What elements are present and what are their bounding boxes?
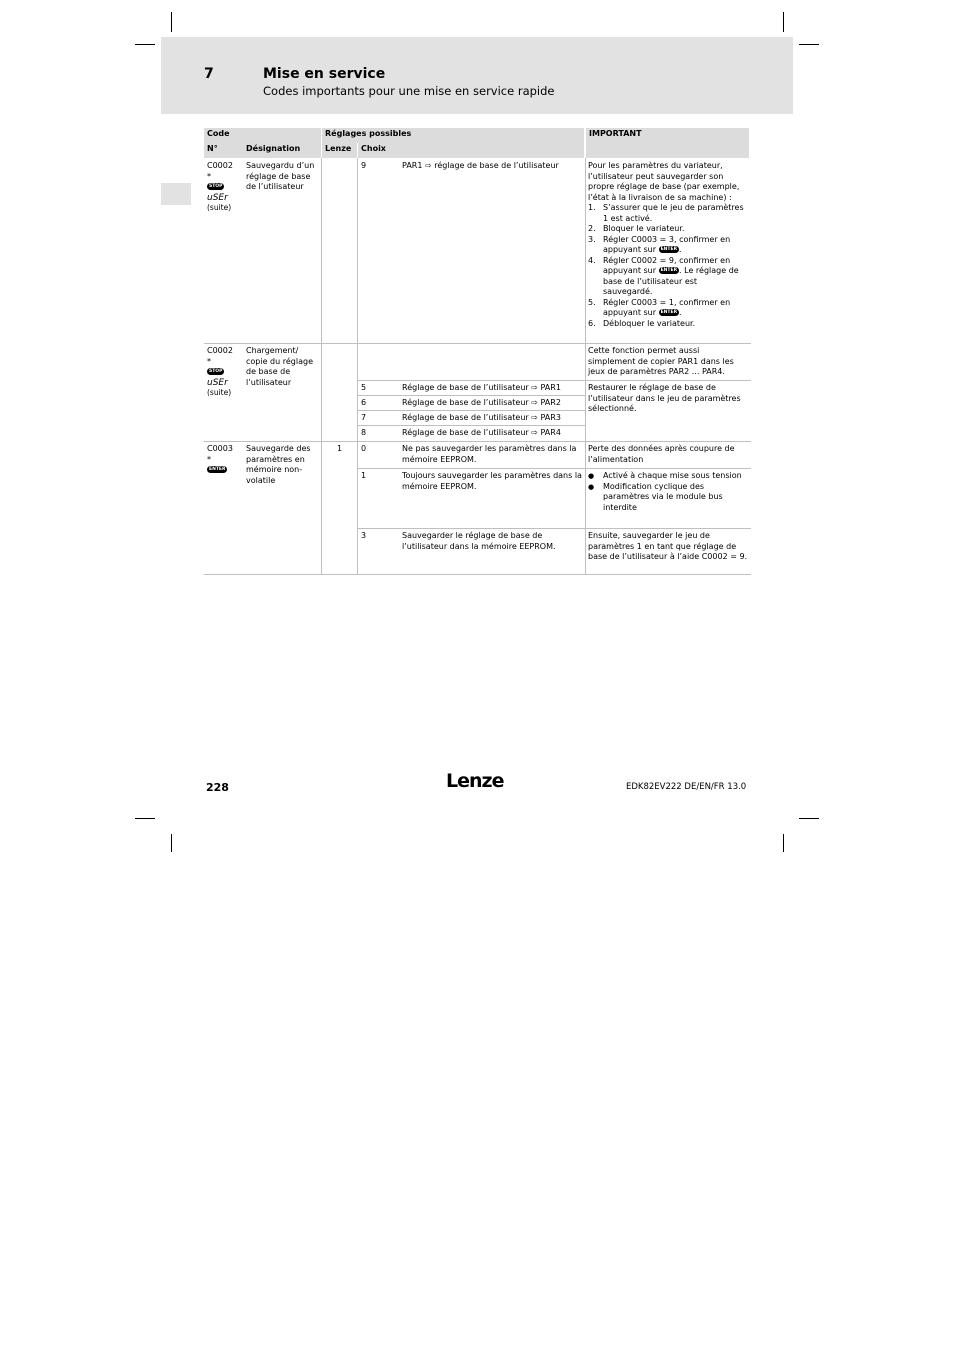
- header-no: N°: [204, 143, 243, 158]
- row2-choice-text: Réglage de base de l’utilisateur ⇨ PAR3: [402, 413, 561, 422]
- header-lenze: Lenze: [322, 143, 357, 158]
- row3-code: C0003: [207, 444, 233, 453]
- stop-key-icon: STOP: [209, 184, 223, 189]
- row-divider: [204, 574, 751, 575]
- bullet-item: ● Modification cyclique des paramètres via le module bus interdite: [588, 482, 748, 514]
- step-item: 1. S’assurer que le jeu de paramètres 1 est activé.: [588, 203, 744, 223]
- column-divider: [357, 158, 358, 574]
- row2-suite: (suite): [207, 388, 232, 397]
- header-band: [161, 37, 793, 114]
- row3-choice-important: [585, 468, 751, 516]
- bullet-item: ● Activé à chaque mise sous tension: [588, 471, 748, 482]
- row1-suite: (suite): [207, 203, 232, 212]
- header-important: IMPORTANT: [586, 128, 749, 158]
- row3-choice-value: 1: [361, 471, 367, 480]
- row2-important-top: Cette fonction permet aussi simplement de copier PAR1 dans les jeux de paramètres PAR2 ... PAR4.: [588, 346, 734, 376]
- row3-choice-value: 0: [361, 444, 367, 453]
- section-title: Codes importants pour une mise en service rapide: [263, 84, 555, 98]
- enter-key-icon: ENTER: [660, 310, 678, 315]
- row2-choice-value: 6: [361, 398, 367, 407]
- stop-key-icon: STOP: [209, 369, 223, 374]
- step-item: 5. Régler C0003 = 1, confirmer en appuyant sur ENTER .: [588, 297, 731, 317]
- bullet-list: [588, 471, 748, 513]
- row2-designation: Chargement/ copie du réglage de base de l’utilisateur: [246, 346, 313, 387]
- row3-choice-text: Toujours sauvegarder les paramètres dans la mémoire EEPROM.: [402, 471, 582, 491]
- row3-star: *: [207, 454, 211, 464]
- lenze-logo: Lenze: [446, 770, 504, 792]
- steps-list: [588, 203, 748, 329]
- enter-key-icon: ENTER: [209, 467, 226, 472]
- crop-mark: [783, 12, 784, 32]
- row2-important-choices: Restaurer le réglage de base de l’utilisateur dans le jeu de paramètres sélectionné.: [588, 383, 741, 413]
- header-reglages: Réglages possibles: [322, 128, 584, 143]
- header-code: Code: [204, 128, 321, 143]
- crop-mark: [135, 44, 155, 45]
- row1-choice-value: 9: [361, 161, 367, 170]
- row2-choice-text: Réglage de base de l’utilisateur ⇨ PAR2: [402, 398, 561, 407]
- row1-star: *: [207, 171, 211, 181]
- enter-key-icon: ENTER: [660, 247, 678, 252]
- row1-important: [585, 158, 751, 332]
- row3-choice-text: Ne pas sauvegarder les paramètres dans la mémoire EEPROM.: [402, 444, 577, 464]
- document-id: EDK82EV222 DE/EN/FR 13.0: [626, 782, 747, 792]
- row3-code-cell: [204, 441, 243, 479]
- row1-display-text: uSEr: [207, 192, 228, 203]
- crop-mark: [135, 818, 155, 819]
- crop-mark: [799, 818, 819, 819]
- crop-mark: [171, 834, 172, 852]
- chapter-number: 7: [204, 66, 214, 82]
- row2-choice-value: 8: [361, 428, 367, 437]
- row1-choice-text: PAR1 ⇨ réglage de base de l’utilisateur: [402, 161, 559, 170]
- row2-display-text: uSEr: [207, 377, 228, 388]
- step-item: 6. Débloquer le variateur.: [588, 318, 696, 328]
- row3-choice-text: Sauvegarder le réglage de base de l’utilisateur dans la mémoire EEPROM.: [402, 531, 556, 551]
- step-item: 4. Régler C0002 = 9, confirmer en appuyant sur ENTER . Le réglage de base de l’utilisateur est sauvegardé.: [588, 255, 739, 296]
- step-item: 3. Régler C0003 = 3, confirmer en appuyant sur ENTER .: [588, 234, 731, 254]
- row2-code: C0002: [207, 346, 233, 355]
- row2-star: *: [207, 356, 211, 366]
- row3-designation: Sauvegarde des paramètres en mémoire non-volatile: [246, 444, 311, 485]
- column-divider: [321, 158, 322, 574]
- row2-choice-value: 7: [361, 413, 367, 422]
- enter-key-icon: ENTER: [660, 268, 678, 273]
- row1-code-cell: [204, 158, 243, 217]
- row3-lenze: 1: [336, 444, 343, 453]
- crop-mark: [799, 44, 819, 45]
- crop-mark: [783, 834, 784, 852]
- page-number: 228: [206, 781, 229, 794]
- step-item: 2. Bloquer le variateur.: [588, 224, 685, 233]
- chapter-title: Mise en service: [263, 66, 386, 82]
- row1-code: C0002: [207, 161, 233, 170]
- crop-mark: [171, 12, 172, 32]
- header-choix: Choix: [358, 143, 584, 158]
- row3-choice-important: Ensuite, sauvegarder le jeu de paramètres 1 en tant que réglage de base de l’utilisateur à l’aide C0002 = 9.: [588, 531, 748, 561]
- row3-choice-important: Perte des données après coupure de l’alimentation: [588, 444, 735, 464]
- row1-designation: Sauvegardu d’un réglage de base de l’utilisateur: [246, 161, 315, 191]
- row2-choice-text: Réglage de base de l’utilisateur ⇨ PAR4: [402, 428, 561, 437]
- row2-choice-value: 5: [361, 383, 367, 392]
- row2-choice-text: Réglage de base de l’utilisateur ⇨ PAR1: [402, 383, 561, 392]
- row3-choice-value: 3: [361, 531, 367, 540]
- row2-code-cell: [204, 343, 243, 402]
- side-tab: [161, 183, 191, 205]
- row1-important-intro: Pour les paramètres du variateur, l’utilisateur peut sauvegarder son propre réglage de base (par exemple, l’état à la livraison de sa machine) :: [588, 161, 740, 202]
- header-designation: Désignation: [243, 143, 321, 158]
